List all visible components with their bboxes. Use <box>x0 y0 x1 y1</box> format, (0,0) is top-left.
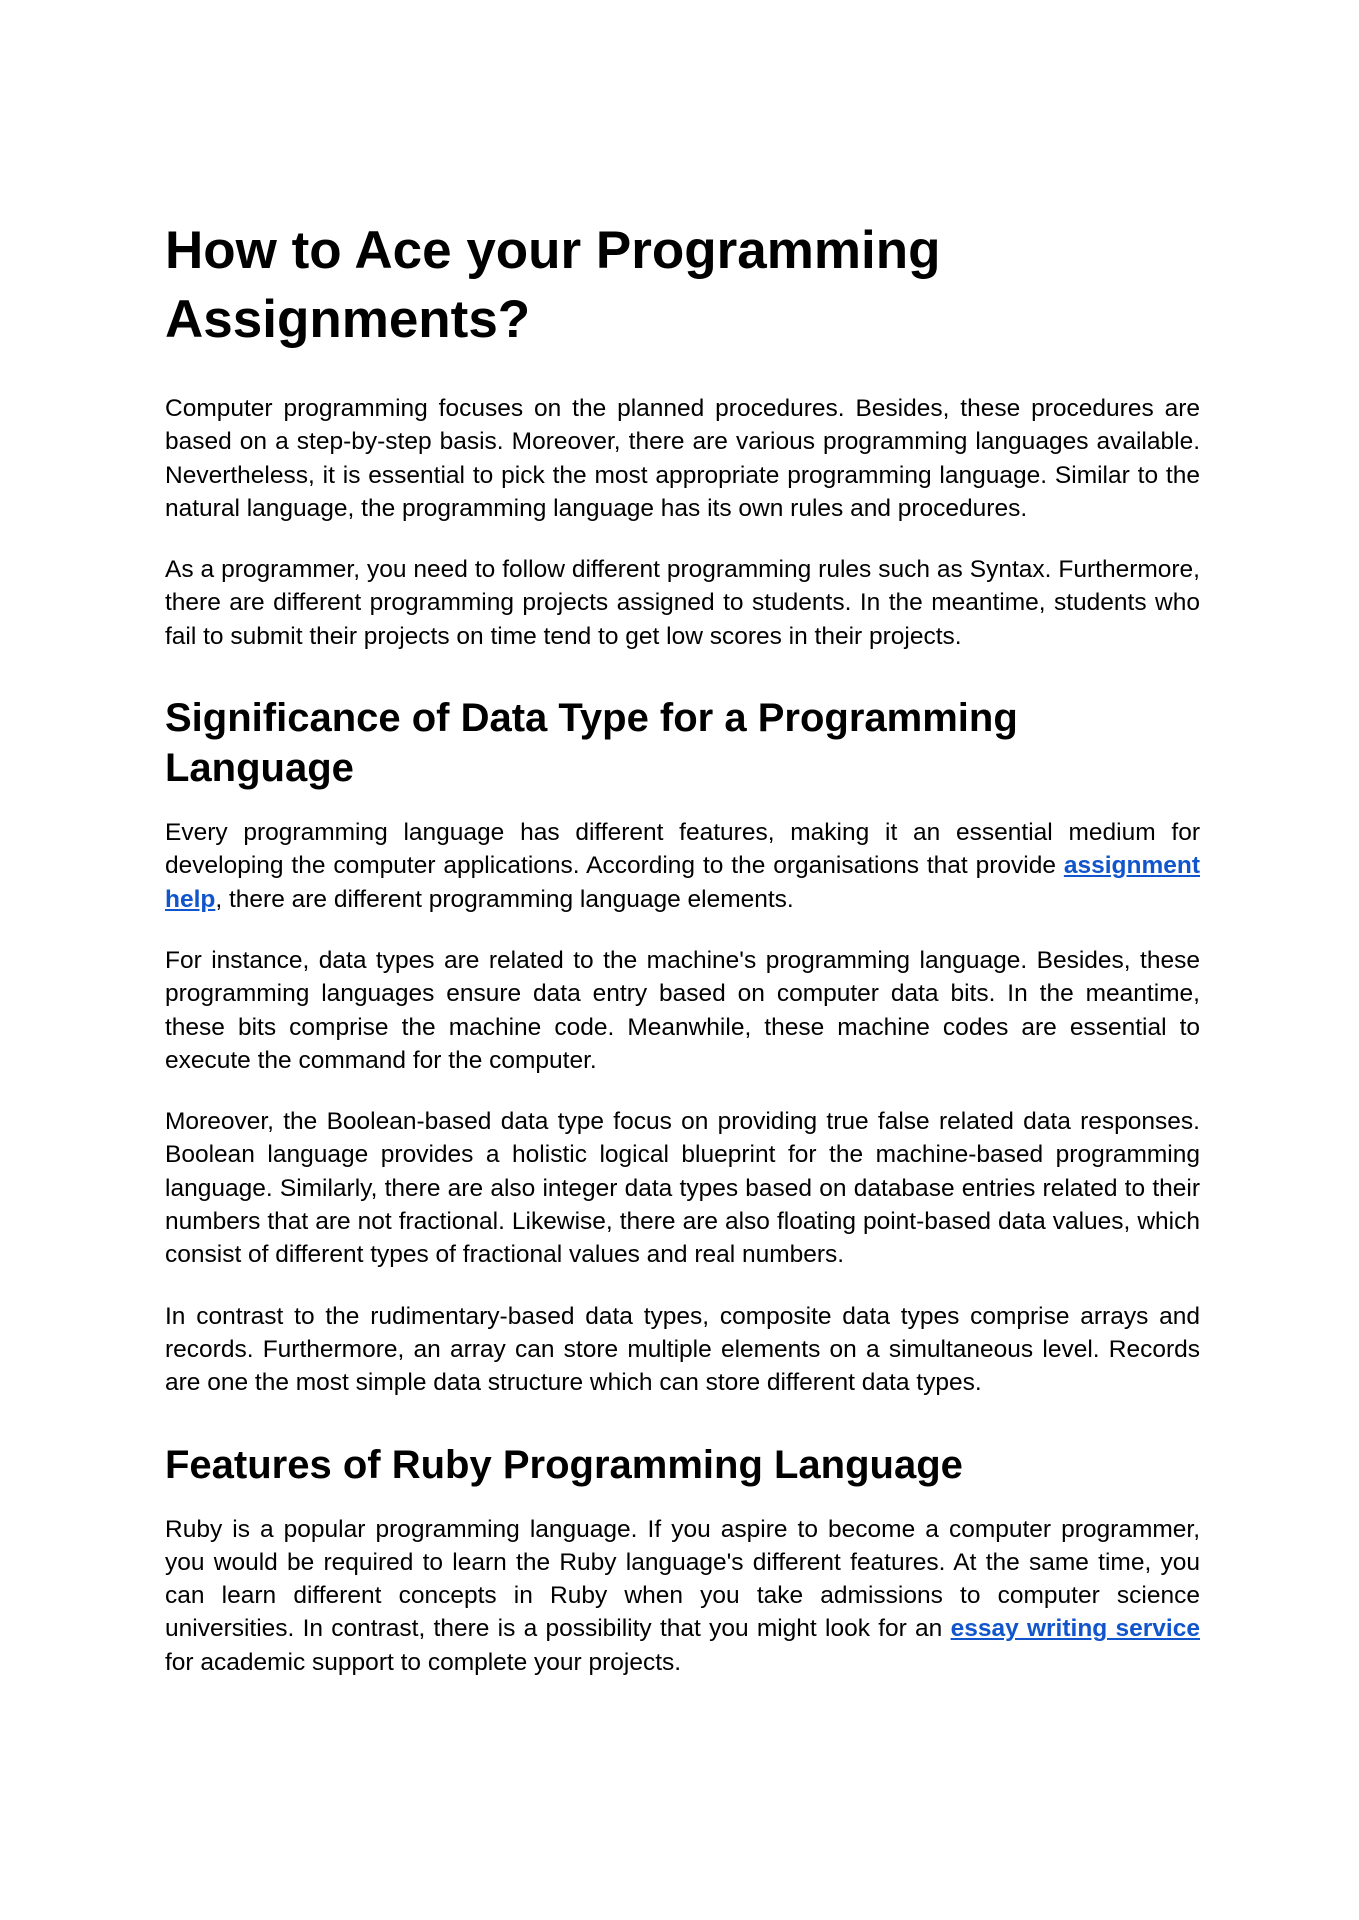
assignment-help-link[interactable]: assignment help <box>165 852 1200 913</box>
paragraph-text: Every programming language has different features, making it an essential medium for developing the computer applications. According to the organisations that provide <box>165 819 1200 880</box>
data-type-paragraph-4: In contrast to the rudimentary-based data types, composite data types comprise arrays and records. Furthermore, an array can store multiple elements on a simultaneous level. Records are one the most simple data structure which can store different data types. <box>165 1302 1200 1397</box>
document-page <box>165 216 1200 1707</box>
data-type-paragraph-3: Moreover, the Boolean-based data type focus on providing true false related data responses. Boolean language provides a holistic logical blueprint for the machine-based programming language. Similarly, there are also integer data types based on database entries related to their numbers that are not fractional. Likewise, there are also floating point-based data values, which consist of different types of fractional values and real numbers. <box>165 1108 1200 1269</box>
page-title: How to Ace your Programming Assignments? <box>165 221 941 349</box>
intro-paragraph-1: Computer programming focuses on the planned procedures. Besides, these procedures are based on a step-by-step basis. Moreover, there are various programming languages available. Nevertheless, it is essential to pick the most appropriate programming language. Similar to the natural language, the programming language has its own rules and procedures. <box>165 395 1200 522</box>
intro-paragraph-2: As a programmer, you need to follow different programming rules such as Syntax. Furthermore, there are different programming projects assigned to students. In the meantime, students who fail to submit their projects on time tend to get low scores in their projects. <box>165 556 1200 650</box>
paragraph-text: for academic support to complete your projects. <box>165 1648 682 1676</box>
ruby-paragraph-1 <box>165 1513 1200 1679</box>
essay-writing-service-link[interactable]: essay writing service <box>950 1615 1200 1643</box>
section-heading-ruby: Features of Ruby Programming Language <box>165 1442 963 1487</box>
paragraph-text: , there are different programming language elements. <box>215 885 794 913</box>
data-type-paragraph-2: For instance, data types are related to the machine's programming language. Besides, these programming languages ensure data entry based on computer data bits. In the meantime, these bits comprise the machine code. Meanwhile, these machine codes are essential to execute the command for the computer. <box>165 946 1200 1074</box>
paragraph-text: Ruby is a popular programming language. If you aspire to become a computer programmer, you would be required to learn the Ruby language's different features. At the same time, you can learn different concepts in Ruby when you take admissions to computer science universities. In contrast, there is a possibility that you might look for an <box>165 1515 1200 1643</box>
data-type-paragraph-1 <box>165 816 1200 916</box>
section-heading-data-type: Significance of Data Type for a Programming Language <box>165 696 1018 791</box>
